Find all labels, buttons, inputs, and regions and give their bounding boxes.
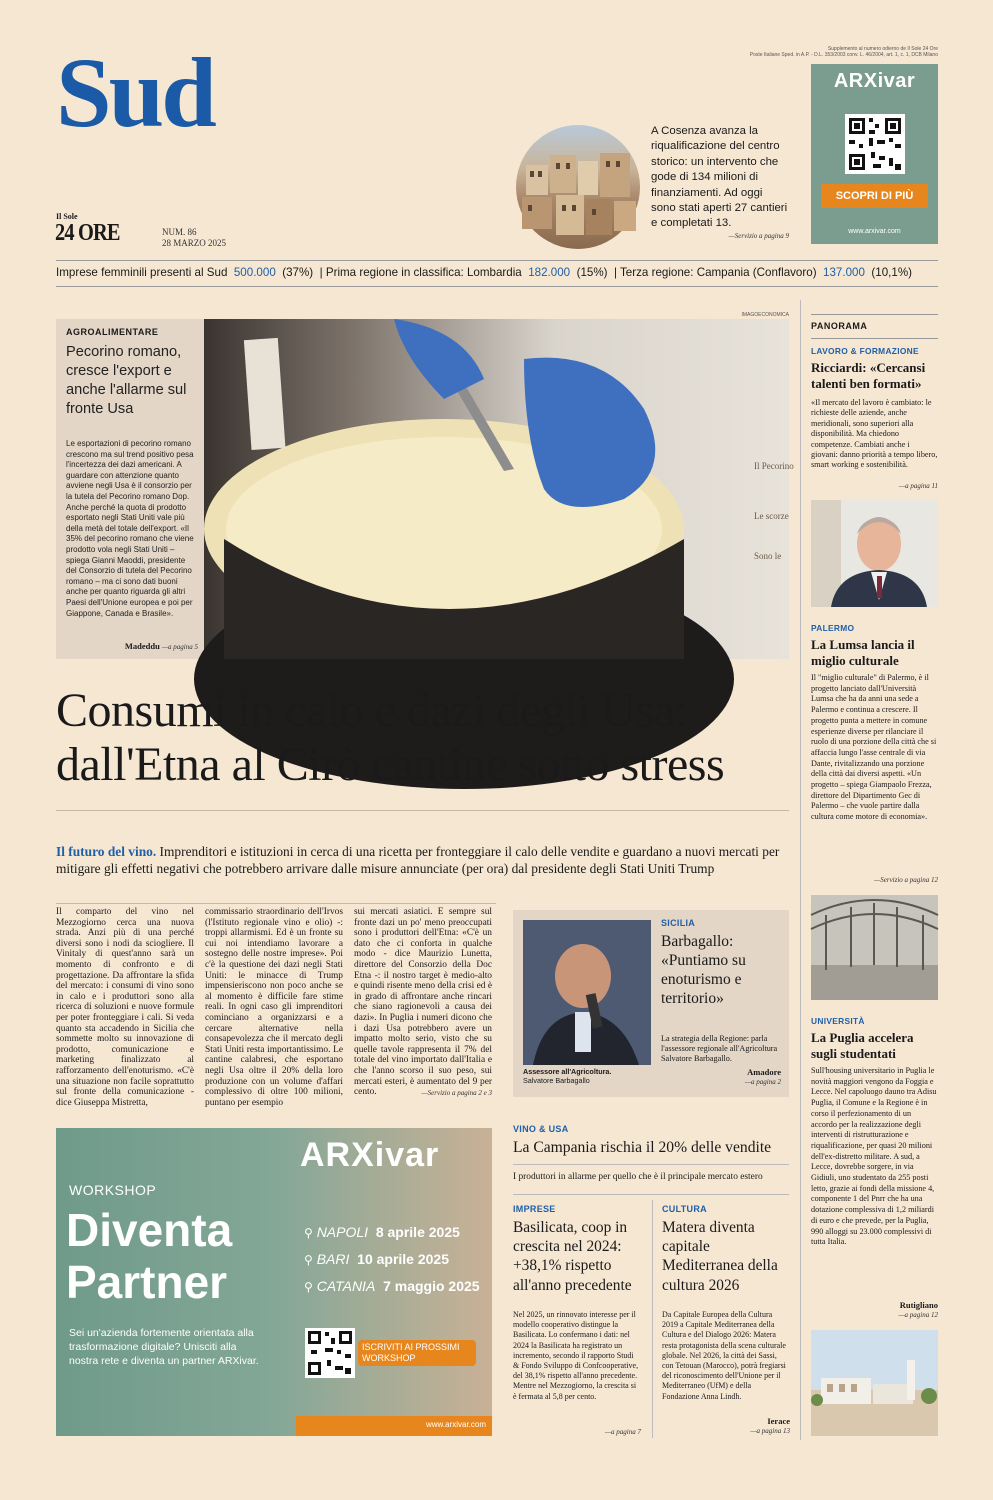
brand-small: Il Sole bbox=[56, 212, 78, 221]
stat-pct-1: (37%) bbox=[282, 266, 314, 279]
issue-number: NUM. 86 bbox=[162, 227, 197, 237]
deck-text: Imprenditori e istituzioni in cerca di una ricetta per fronteggiare il calo delle vendite e guardano a nuovi mercati per mitigare gli effetti negativi che potrebbero arrivare dalle misure annunciate (per ora) dal presidente degli Stati Uniti Trump bbox=[56, 844, 780, 876]
city-row-1 bbox=[304, 1224, 494, 1251]
agro-title: Pecorino romano, cresce l'export e anche l'allarme sul fronte Usa bbox=[66, 344, 187, 417]
cultura-signoff bbox=[662, 1416, 790, 1436]
panorama-rule bbox=[811, 314, 938, 315]
vino-rule-2 bbox=[513, 1194, 789, 1195]
sicilia-caption bbox=[523, 1067, 651, 1085]
cosenza-photo bbox=[516, 125, 640, 249]
headline-rule bbox=[56, 810, 789, 811]
fine-print-1: Supplemento al numero odierno de Il Sole 24 Ore bbox=[827, 46, 938, 52]
cultura-ref: —a pagina 13 bbox=[750, 1427, 790, 1435]
photo-credit: IMAGOECONOMICA bbox=[741, 312, 789, 318]
sicilia-box bbox=[513, 910, 789, 1097]
brand-24ore: 24 ORE bbox=[55, 220, 120, 246]
sicilia-kicker: SICILIA bbox=[661, 918, 696, 928]
agro-body: Le esportazioni di pecorino romano crescono ma sul trend positivo pesa l'incertezza dei dazi americani. A guardare con attenzione quanto avviene negli Usa è il consorzio per la tutela del Pecorino romano Dop. Anche perché la quota di prodotto esportato negli Stati Uniti vale più della metà del totale dell'export. «Il 35% del pecorino romano che viene prodotto vola negli Stati Uniti – spiega Gianni Maoddi, presidente del Consorzio di tutela del Pecorino romano – ma ci sono dati buoni anche per quanto riguarda gli altri Paesi dell'Unione europea e poi per Giappone, Canada e Brasile». bbox=[66, 439, 194, 618]
ad-top-brand: ARXivar bbox=[833, 70, 916, 92]
ad-top-qr-icon bbox=[845, 114, 905, 174]
palermo-ref: —Servizio a pagina 12 bbox=[874, 876, 938, 884]
ricciardi-photo bbox=[811, 500, 938, 607]
panorama-divider bbox=[800, 300, 801, 1440]
svg-text:Il Pecorino: Il Pecorino bbox=[754, 461, 794, 471]
deck-lead: Il futuro del vino. bbox=[56, 844, 157, 859]
lavoro-ref: —a pagina 11 bbox=[898, 482, 938, 490]
city-name-2: BARI bbox=[316, 1251, 350, 1267]
stats-rule-top bbox=[56, 260, 938, 261]
universita-title: La Puglia accelera sugli studentati bbox=[811, 1030, 914, 1061]
sicilia-title: Barbagallo: «Puntiamo su enoturismo e territorio» bbox=[661, 933, 746, 1007]
ad-bottom-cities bbox=[304, 1224, 494, 1305]
city-row-2 bbox=[304, 1251, 494, 1278]
vino-title: La Campania rischia il 20% delle vendite bbox=[513, 1139, 772, 1156]
ad-bottom-workshop: WORKSHOP bbox=[69, 1182, 157, 1198]
cosenza-text: A Cosenza avanza la riqualificazione del centro storico: un intervento che gode di 134 milioni di finanziamenti. Ad oggi sono stati aperti 27 cantieri e completati 13. bbox=[651, 125, 788, 230]
city-date-1: 8 aprile 2025 bbox=[375, 1224, 460, 1240]
city-name-3: CATANIA bbox=[316, 1278, 376, 1294]
stat-value-1: 500.000 bbox=[233, 266, 276, 279]
ad-bottom-cta-button[interactable]: ISCRIVITI AI PROSSIMI WORKSHOP bbox=[358, 1340, 476, 1366]
universita-ref: —a pagina 12 bbox=[898, 1311, 938, 1319]
svg-text:Sono le: Sono le bbox=[754, 551, 782, 561]
ad-top-url[interactable]: www.arxivar.com bbox=[848, 228, 901, 235]
lumsa-photo bbox=[811, 895, 938, 1000]
headline-line-1: Consumi in calo e dazi degli Usa: bbox=[56, 684, 688, 737]
ad-bottom-url[interactable]: www.arxivar.com bbox=[425, 1420, 486, 1429]
lavoro-kicker: LAVORO & FORMAZIONE bbox=[811, 346, 919, 356]
city-row-3 bbox=[304, 1278, 494, 1305]
panorama-rule-2 bbox=[811, 338, 938, 339]
ad-bottom-brand: ARXivar bbox=[300, 1136, 440, 1174]
cultura-title: Matera diventa capitale Mediterranea della cultura 2026 bbox=[662, 1219, 778, 1294]
article-col-3: sui mercati asiatici. E sempre sul fronte dazi un po' meno preoccupati sono i produttori dell'Etna: «C'è un dato che ci conforta in qualche modo - dice Maurizio Lunetta, direttore del Consorzio della Doc Etna -: il nostro target è medio-alto e quindi risente meno della crisi ed è in grado di affrontare anche rincari che siano ragionevoli a causa dei dazi». In Puglia i numeri dicono che i dazi Usa potrebbero avere un impatto molto serio, visto che su quelle tavole rappresenta il 7% del totale del vino importato dall'Italia e che l'anno scorso il suo peso, sui mercati esteri, è aumentato del 9 per cento. bbox=[354, 907, 492, 1098]
fine-print bbox=[700, 46, 938, 58]
article-col-2: commissario straordinario dell'Irvos (l'Istituto regionale vino e olio) -: troppi allarmismi. Ed è un fronte su cui noi intendiamo lavorare a sostegno delle nostre imprese». Poi c'è la questione dei dazi negli Stati Uniti: le minacce di Trump impensieriscono non poco anche se al momento è difficile fare stime reali. In ogni caso gli imprenditori cominciano a organizzarsi e a cercare alternative nella consapevolezza che il mercato degli Stati Uniti resta importantissimo. Le cantine calabresi, che esportano negli Usa oltre il 20% della loro produzione con un volume d'affari complessivo di oltre 100 milioni, puntano per esempio bbox=[205, 907, 343, 1108]
ad-top-cta-button[interactable]: SCOPRI DI PIÙ bbox=[821, 184, 928, 208]
agro-ref: —a pagina 5 bbox=[161, 643, 198, 651]
agro-byline: Madeddu bbox=[124, 641, 160, 651]
sicilia-body: La strategia della Regione: parla l'assessore regionale all'Agricoltura Salvatore Barbagallo. bbox=[661, 1034, 778, 1063]
stats-rule-bottom bbox=[56, 286, 938, 287]
cosenza-buildings-icon bbox=[516, 125, 640, 249]
fine-print-2: Poste Italiane Sped. in A.P. - D.L. 353/2003 conv. L. 46/2004, art. 1, c. 1, DCB Milano bbox=[749, 52, 938, 58]
stat-label-2: | Prima regione in classifica: Lombardia bbox=[319, 266, 522, 279]
sicilia-caption-bold: Assessore all'Agricoltura. bbox=[523, 1067, 612, 1076]
universita-byline: Rutigliano bbox=[899, 1300, 938, 1310]
stat-value-3: 137.000 bbox=[823, 266, 865, 279]
issue-date: 28 MARZO 2025 bbox=[162, 238, 227, 248]
pin-icon: ⚲ bbox=[304, 1253, 313, 1267]
svg-text:Le scorze: Le scorze bbox=[754, 511, 789, 521]
sicilia-caption-name: Salvatore Barbagallo bbox=[523, 1076, 590, 1085]
stat-value-2: 182.000 bbox=[528, 266, 571, 279]
col-divider bbox=[652, 1200, 653, 1438]
cosenza-ref: —Servizio a pagina 9 bbox=[728, 232, 789, 240]
ad-bottom-text: Sei un'azienda fortemente orientata alla trasformazione digitale? Unisciti alla nostra rete e diventa un partner ARXivar. bbox=[69, 1327, 259, 1367]
pin-icon: ⚲ bbox=[304, 1280, 313, 1294]
pecorino-photo bbox=[204, 319, 794, 659]
stat-label-3: | Terza regione: Campania (Conflavoro) bbox=[613, 266, 817, 279]
sicilia-ref: —a pagina 2 bbox=[744, 1078, 781, 1086]
palermo-body: Il "miglio culturale" di Palermo, è il progetto lanciato dall'Università Lumsa che ha da anni una sede a Palermo e continua a crescere. Il progetto punta a mettere in comune esperienze diverse per rilanciare il ruolo di una porzione della città che si affaccia lungo l'asse centrale di via Dante, rivitalizzando una porzione della città dai diversi aspetti. «Un progetto – spiega Giampaolo Frezza, direttore del Dipartimento Gec di Palermo – che vuole partire dalla cultura come motore di economia». bbox=[811, 673, 937, 822]
cheese-wheel-icon bbox=[204, 319, 794, 659]
masthead-title: Sud bbox=[56, 37, 214, 148]
deck bbox=[56, 843, 789, 877]
stats-bar bbox=[56, 266, 938, 279]
headline-line-2: dall'Etna al Cirò cantine sotto stress bbox=[56, 738, 725, 791]
cultura-body: Da Capitale Europea della Cultura 2019 a Capitale Mediterranea della Cultura e del Dialogo 2026: Matera resta protagonista della scena culturale globale. Nel 2026, la città dei Sassi, con Tetouan (Marocco), potrà fregiarsi del riconoscimento dell'Unione per il Mediterraneo (UfM) e della Fondazione Anna Lindh. bbox=[662, 1310, 786, 1401]
cultura-kicker: CULTURA bbox=[662, 1204, 707, 1214]
sicilia-signoff bbox=[661, 1067, 781, 1087]
panorama-header: PANORAMA bbox=[811, 321, 868, 331]
stat-label-1: Imprese femminili presenti al Sud bbox=[56, 266, 228, 279]
pin-icon: ⚲ bbox=[304, 1226, 313, 1240]
ad-bottom-title-2: Partner bbox=[66, 1256, 228, 1308]
agro-signoff bbox=[66, 641, 198, 651]
imprese-body: Nel 2025, un rinnovato interesse per il modello cooperativo distingue la Basilicata. Lo confermano i dati: nel 2024 la Basilicata ha registrato un incremento, secondo il rapporto Studi & Fondo Sviluppo di Confcooperative, del 38,1% rispetto all'anno precedente. Mentre nel Mezzogiorno, la crescita si è fermata al 5,8 per cento. bbox=[513, 1310, 639, 1401]
vino-sub: I produttori in allarme per quello che è il principale mercato estero bbox=[513, 1172, 763, 1182]
lavoro-body: «Il mercato del lavoro è cambiato: le richieste delle aziende, anche meridionali, sono superiori alla disponibilità. Ma chiedono competenze. Cambiati anche i giovani: danno priorità a tempo libero, smart working e sostenibilità. bbox=[811, 398, 938, 470]
ad-bottom-title-1: Diventa bbox=[66, 1204, 233, 1256]
main-headline bbox=[56, 684, 796, 792]
stat-pct-2: (15%) bbox=[576, 266, 608, 279]
studentato-photo bbox=[811, 1330, 938, 1436]
universita-kicker: UNIVERSITÀ bbox=[811, 1016, 865, 1026]
article-col-1: Il comparto del vino nel Mezzogiorno cerca una nuova strada. Anzi più di una perché diversi sono i nodi da sciogliere. Il Vinitaly di quest'anno sarà un momento di confronto e di progettazione. Da affrontare la sfida del mercato: i consumi di vino sono in calo e i produttori sono alla ricerca di soluzioni e nuove formule per poter fronteggiare i cali. Si veda quanto sta accadendo in Sicilia che sommette molto su innovazione di prodotto, comunicazione e marketing finalizzato al rafforzamento dell'enoturismo. «C'è una situazione non facile soprattutto sul fronte della comunicazione - dice Giuseppa Mistretta, bbox=[56, 907, 194, 1108]
ad-top[interactable] bbox=[811, 64, 938, 244]
sicilia-byline: Amadore bbox=[747, 1067, 781, 1077]
imprese-ref: —a pagina 7 bbox=[604, 1428, 641, 1436]
agro-box bbox=[56, 319, 204, 659]
palermo-kicker: PALERMO bbox=[811, 623, 855, 633]
city-name-1: NAPOLI bbox=[316, 1224, 369, 1240]
ad-bottom-qr-icon bbox=[305, 1328, 355, 1378]
ad-bottom[interactable] bbox=[56, 1128, 492, 1436]
imprese-title: Basilicata, coop in crescita nel 2024: +38,1% rispetto all'anno precedente bbox=[513, 1219, 632, 1294]
lavoro-title: Ricciardi: «Cercansi talenti ben formati» bbox=[811, 360, 926, 391]
palermo-title: La Lumsa lancia il miglio culturale bbox=[811, 637, 915, 668]
cultura-byline: Ierace bbox=[767, 1416, 790, 1426]
barbagallo-photo bbox=[523, 920, 651, 1065]
vino-kicker: VINO & USA bbox=[513, 1124, 569, 1134]
city-date-2: 10 aprile 2025 bbox=[357, 1251, 450, 1267]
universita-body: Sull'housing universitario in Puglia le novità maggiori vengono da Foggia e Lecce. Nel capoluogo dauno tra Adisu Puglia, il Comune e la Regione è in corso il perfezionamento di un accordo per la realizzazione degli interventi di ristrutturazione e riqualificazione, per quasi 20 milioni dell'ex-distretto militare. A sud, a Lecce, dovrebbe sorgere, in via Gidiuli, uno studentato da 255 posti letto, grazie ai fondi della missione 4, componente 1 del Pnrr che ha una dotazione complessiva di 1,2 miliardi di euro e che prevede, per la Puglia, 990 alloggi su 23.000 complessivi di tutta Italia. bbox=[811, 1066, 937, 1247]
universita-signoff bbox=[811, 1300, 938, 1320]
vino-rule bbox=[513, 1164, 789, 1165]
article-rule bbox=[56, 903, 496, 904]
stat-pct-3: (10,1%) bbox=[871, 266, 912, 279]
city-date-3: 7 maggio 2025 bbox=[383, 1278, 480, 1294]
agro-kicker: AGROALIMENTARE bbox=[66, 327, 159, 337]
article-ref: —Servizio a pagina 2 e 3 bbox=[421, 1089, 492, 1097]
imprese-kicker: IMPRESE bbox=[513, 1204, 556, 1214]
